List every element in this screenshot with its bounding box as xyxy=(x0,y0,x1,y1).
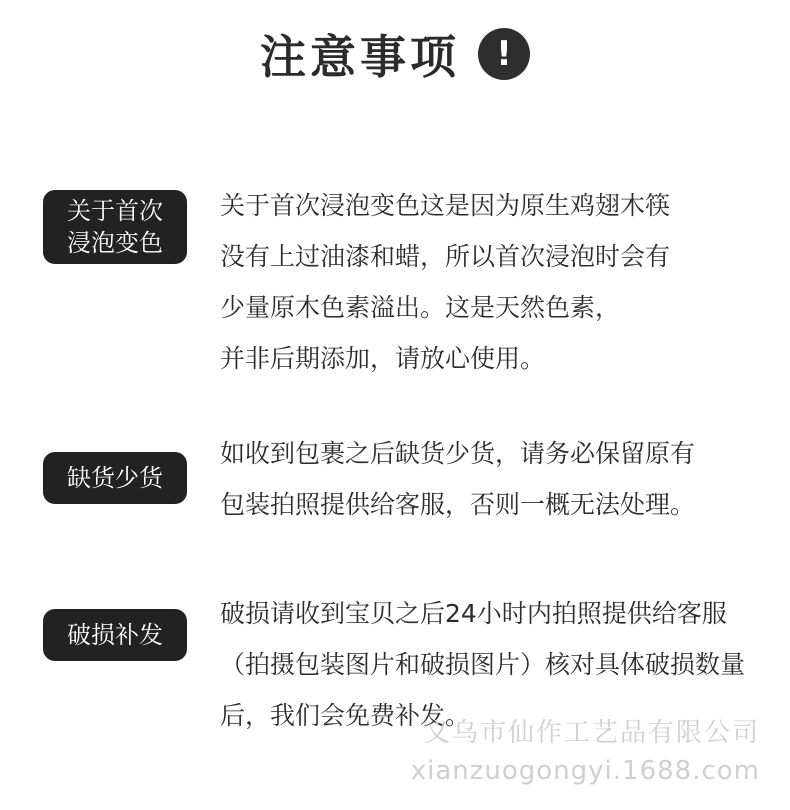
body-line: （拍摄包装图片和破损图片）核对具体破损数量 xyxy=(220,650,746,679)
section-badge xyxy=(43,452,187,504)
section-badge xyxy=(43,609,187,661)
body-line: 关于首次浸泡变色这是因为原生鸡翅木筷 xyxy=(220,191,671,220)
badge-label-line: 缺货少货 xyxy=(67,464,163,492)
section-badge xyxy=(43,190,187,264)
body-line: 破损请收到宝贝之后24小时内拍照提供给客服 xyxy=(220,599,727,628)
section-body xyxy=(220,428,780,530)
body-line: 包装拍照提供给客服，否则一概无法处理。 xyxy=(220,490,696,519)
exclamation-icon: ! xyxy=(478,28,530,80)
badge-label-line: 浸泡变色 xyxy=(67,229,163,257)
body-line: 没有上过油漆和蜡，所以首次浸泡时会有 xyxy=(220,242,671,271)
badge-label-line: 破损补发 xyxy=(67,621,163,649)
page-title: 注意事项 xyxy=(260,30,460,84)
watermark-company: 义乌市仙作工艺品有限公司 xyxy=(423,718,760,748)
watermark-url: xianzuogongyi.1688.com xyxy=(410,756,760,786)
page-header xyxy=(0,22,790,86)
badge-label-line: 关于首次 xyxy=(67,197,163,225)
body-line: 如收到包裹之后缺货少货，请务必保留原有 xyxy=(220,439,696,468)
body-line: 并非后期添加，请放心使用。 xyxy=(220,344,546,373)
body-line: 后，我们会免费补发。 xyxy=(220,701,471,730)
body-line: 少量原木色素溢出。这是天然色素， xyxy=(220,293,621,322)
section-body xyxy=(220,180,780,384)
